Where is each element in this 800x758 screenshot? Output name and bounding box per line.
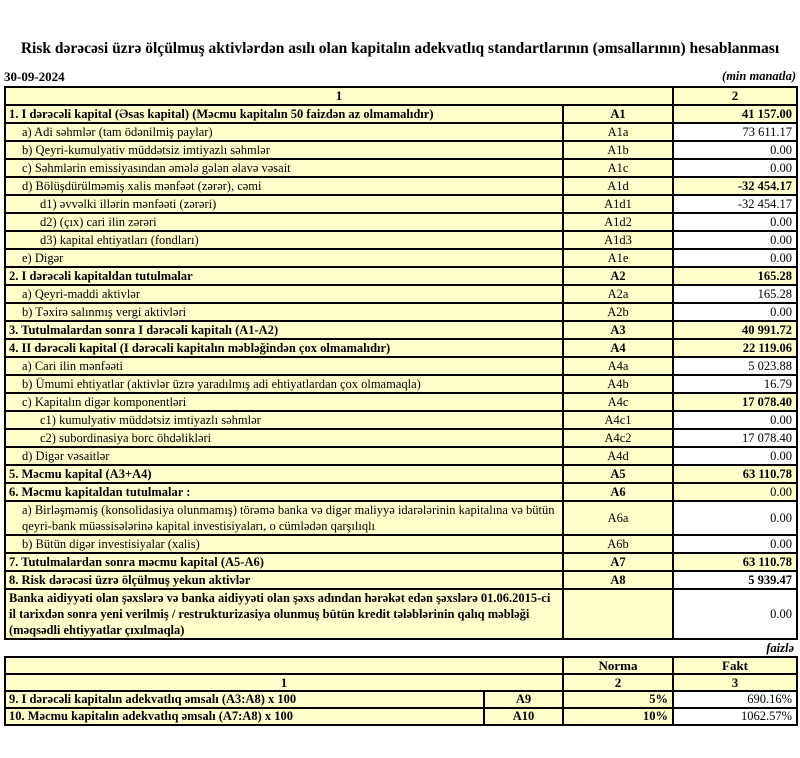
row-label: c1) kumulyativ müddətsiz imtiyazlı səhmlər	[5, 411, 563, 429]
row-label: a) Cari ilin mənfəəti	[5, 357, 563, 375]
row-code: A4c2	[563, 429, 673, 447]
table-row	[5, 393, 797, 411]
table-row	[5, 357, 797, 375]
meta-row	[4, 69, 796, 84]
table-row	[5, 267, 797, 285]
row-label: b) Təxirə salınmış vergi aktivləri	[5, 303, 563, 321]
row-value: 0.00	[673, 411, 797, 429]
row-value: 22 119.06	[673, 339, 797, 357]
row-code: A2a	[563, 285, 673, 303]
row-code: A4b	[563, 375, 673, 393]
row-value: 17 078.40	[673, 393, 797, 411]
row-code: A1d1	[563, 195, 673, 213]
table-row	[5, 553, 797, 571]
col-header-1: 1	[5, 87, 673, 105]
row-value: 0.00	[673, 303, 797, 321]
table-row	[5, 249, 797, 267]
row-value: 0.00	[673, 589, 797, 639]
row-label: 6. Məcmu kapitaldan tutulmalar :	[5, 483, 563, 501]
row-code: A4c1	[563, 411, 673, 429]
ratio-label: 10. Məcmu kapitalın adekvatlıq əmsalı (A7:A8) x 100	[5, 708, 484, 725]
row-value: 41 157.00	[673, 105, 797, 123]
table-row	[5, 177, 797, 195]
row-value: 0.00	[673, 501, 797, 535]
row-code: A2b	[563, 303, 673, 321]
table-row	[5, 411, 797, 429]
ratio-colnum-3: 3	[673, 674, 797, 691]
ratio-header-row	[5, 657, 797, 674]
table-row	[5, 105, 797, 123]
row-code	[563, 589, 673, 639]
row-label: b) Bütün digər investisiyalar (xalis)	[5, 535, 563, 553]
row-label: a) Birləşməmiş (konsolidasiya olunmamış) törəmə banka və digər maliyyə idarələrinin kapitalına və bütün qeyri-bank müəssisələrinə kapital investisiyaları, o cümlədən qarşılıqlı	[5, 501, 563, 535]
row-code: A3	[563, 321, 673, 339]
row-value: 0.00	[673, 213, 797, 231]
row-value: 40 991.72	[673, 321, 797, 339]
table-row	[5, 213, 797, 231]
row-code: A1a	[563, 123, 673, 141]
row-value: 0.00	[673, 447, 797, 465]
row-code: A1d	[563, 177, 673, 195]
row-value: 17 078.40	[673, 429, 797, 447]
row-value: 63 110.78	[673, 465, 797, 483]
fakt-header: Fakt	[673, 657, 797, 674]
row-label: d1) əvvəlki illərin mənfəəti (zərəri)	[5, 195, 563, 213]
norma-header: Norma	[563, 657, 673, 674]
row-code: A4c	[563, 393, 673, 411]
ratio-fakt: 690.16%	[673, 691, 797, 708]
row-value: -32 454.17	[673, 177, 797, 195]
row-label: 5. Məcmu kapital (A3+A4)	[5, 465, 563, 483]
table-row	[5, 375, 797, 393]
ratio-norma: 5%	[563, 691, 673, 708]
row-label: b) Qeyri-kumulyativ müddətsiz imtiyazlı səhmlər	[5, 141, 563, 159]
table-row	[5, 285, 797, 303]
row-code: A1b	[563, 141, 673, 159]
row-value: 0.00	[673, 159, 797, 177]
row-code: A6	[563, 483, 673, 501]
row-value: 63 110.78	[673, 553, 797, 571]
column-header-row	[5, 87, 797, 105]
ratio-row	[5, 708, 797, 725]
unit-note: (min manatla)	[722, 69, 796, 83]
row-label: 7. Tutulmalardan sonra məcmu kapital (A5-A6)	[5, 553, 563, 571]
row-label: d) Bölüşdürülməmiş xalis mənfəət (zərər), cəmi	[5, 177, 563, 195]
row-label: b) Ümumi ehtiyatlar (aktivlər üzrə yaradılmış adi ehtiyatlardan çox olmamaqla)	[5, 375, 563, 393]
table-row	[5, 571, 797, 589]
row-code: A2	[563, 267, 673, 285]
percent-note: faizlə	[766, 641, 794, 655]
ratio-colnum-2: 2	[563, 674, 673, 691]
row-value: 73 611.17	[673, 123, 797, 141]
table-row	[5, 429, 797, 447]
row-label: c) Kapitalın digər komponentləri	[5, 393, 563, 411]
ratio-colnum-row	[5, 674, 797, 691]
ratio-table	[4, 656, 798, 726]
row-label: d) Digər vəsaitlər	[5, 447, 563, 465]
ratio-colnum-1: 1	[5, 674, 563, 691]
row-label: d3) kapital ehtiyatları (fondları)	[5, 231, 563, 249]
row-code: A1c	[563, 159, 673, 177]
table-row	[5, 159, 797, 177]
table-row	[5, 303, 797, 321]
row-label: 8. Risk dərəcəsi üzrə ölçülmuş yekun aktivlər	[5, 571, 563, 589]
ratio-header-empty	[5, 657, 563, 674]
ratio-norma: 10%	[563, 708, 673, 725]
ratio-code: A10	[484, 708, 563, 725]
row-value: 16.79	[673, 375, 797, 393]
row-label: 3. Tutulmalardan sonra I dərəcəli kapitalı (A1-A2)	[5, 321, 563, 339]
ratio-code: A9	[484, 691, 563, 708]
ratio-label: 9. I dərəcəli kapitalın adekvatlıq əmsalı (A3:A8) x 100	[5, 691, 484, 708]
ratio-fakt: 1062.57%	[673, 708, 797, 725]
row-label: 4. II dərəcəli kapital (I dərəcəli kapitalın məbləğindən çox olmamalıdır)	[5, 339, 563, 357]
row-code: A5	[563, 465, 673, 483]
row-value: 165.28	[673, 267, 797, 285]
row-label: a) Adi səhmlər (tam ödənilmiş paylar)	[5, 123, 563, 141]
row-value: 0.00	[673, 483, 797, 501]
row-value: 165.28	[673, 285, 797, 303]
table-row	[5, 141, 797, 159]
table-row	[5, 535, 797, 553]
row-label: c) Səhmlərin emissiyasından əmələ gələn əlavə vəsait	[5, 159, 563, 177]
row-code: A4	[563, 339, 673, 357]
row-label: d2) (çıx) cari ilin zərəri	[5, 213, 563, 231]
table-row	[5, 483, 797, 501]
row-value: 5 023.88	[673, 357, 797, 375]
table-row	[5, 231, 797, 249]
row-label: Banka aidiyyəti olan şəxslərə və banka aidiyyəti olan şəxs adından hərəkət edən şəxslərə 01.06.2015-ci il tarixdən sonra yeni verilmiş / restrukturizasiya olunmuş bütün kredit tələblərinin qalıq məbləği (məqsədli ehtiyyatlar çıxılmaqla)	[5, 589, 563, 639]
row-code: A7	[563, 553, 673, 571]
ratio-row	[5, 691, 797, 708]
table-row	[5, 321, 797, 339]
table-row	[5, 123, 797, 141]
row-value: 0.00	[673, 231, 797, 249]
report-date: 30-09-2024	[4, 69, 65, 84]
row-value: 0.00	[673, 141, 797, 159]
page-title: Risk dərəcəsi üzrə ölçülmuş aktivlərdən asılı olan kapitalın adekvatlıq standartlarının (əmsallarının) hesablanması	[20, 40, 780, 57]
row-code: A6a	[563, 501, 673, 535]
row-label: c2) subordinasiya borc öhdəlikləri	[5, 429, 563, 447]
row-label: a) Qeyri-maddi aktivlər	[5, 285, 563, 303]
table-row	[5, 447, 797, 465]
row-code: A4a	[563, 357, 673, 375]
row-label: e) Digər	[5, 249, 563, 267]
row-value: 0.00	[673, 249, 797, 267]
row-value: 0.00	[673, 535, 797, 553]
row-code: A8	[563, 571, 673, 589]
row-code: A1d3	[563, 231, 673, 249]
row-code: A1	[563, 105, 673, 123]
table-row	[5, 465, 797, 483]
row-value: -32 454.17	[673, 195, 797, 213]
capital-table	[4, 86, 798, 640]
table-row	[5, 195, 797, 213]
table-row	[5, 589, 797, 639]
row-label: 1. I dərəcəli kapital (Əsas kapital) (Məcmu kapitalın 50 faizdən az olmamalıdır)	[5, 105, 563, 123]
row-code: A4d	[563, 447, 673, 465]
row-value: 5 939.47	[673, 571, 797, 589]
table-row	[5, 339, 797, 357]
row-code: A1d2	[563, 213, 673, 231]
col-header-2: 2	[673, 87, 797, 105]
row-code: A6b	[563, 535, 673, 553]
row-code: A1e	[563, 249, 673, 267]
table-row	[5, 501, 797, 535]
row-label: 2. I dərəcəli kapitaldan tutulmalar	[5, 267, 563, 285]
